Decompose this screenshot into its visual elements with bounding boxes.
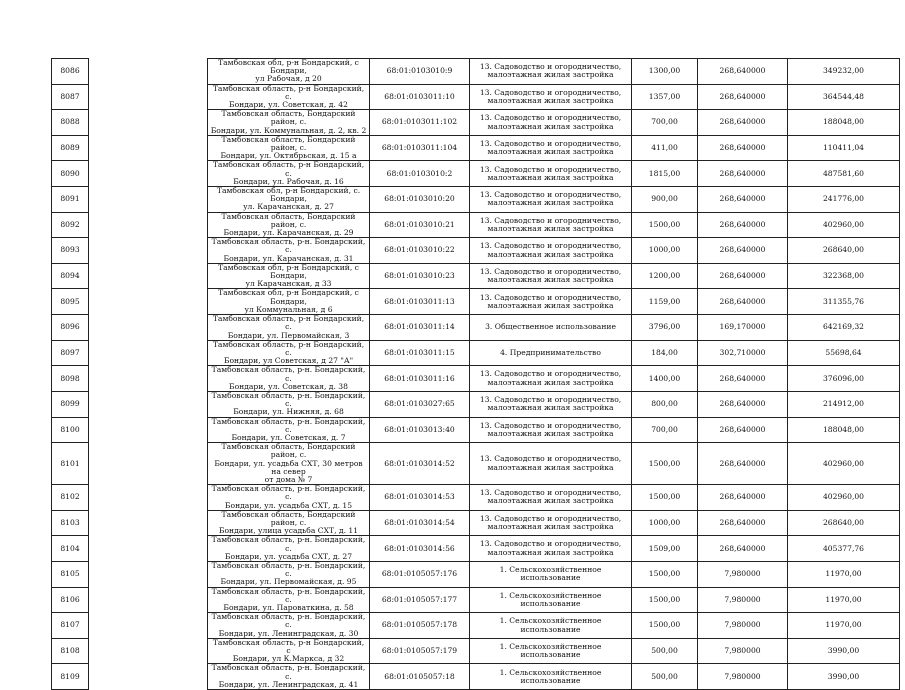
row-number: 8099 (52, 391, 89, 417)
row-number: 8089 (52, 135, 89, 161)
permitted-use-cell: 13. Садоводство и огородничество, малоэтажная жилая застройка (470, 135, 632, 161)
address-cell: Тамбовская область, р-н. Бондарский, с. Бондари, ул. Советская, д. 7 (208, 417, 370, 443)
cadastral-value-cell: 311355,76 (788, 289, 900, 315)
permitted-use-cell: 13. Садоводство и огородничество, малоэтажная жилая застройка (470, 289, 632, 315)
gap-cell (89, 664, 208, 690)
gap-cell (89, 238, 208, 264)
address-cell: Тамбовская область, р-н. Бондарский, с. Бондари, ул. Советская, д. 38 (208, 366, 370, 392)
permitted-use-cell: 13. Садоводство и огородничество, малоэтажная жилая застройка (470, 84, 632, 110)
area-cell: 1500,00 (632, 613, 698, 639)
cadastral-value-cell: 487581,60 (788, 161, 900, 187)
cadastral-value-cell: 11970,00 (788, 613, 900, 639)
cadastral-number-cell: 68:01:0105057:176 (370, 561, 470, 587)
address-cell: Тамбовская обл, р-н Бондарский, с Бондари, ул Рабочая, д 20 (208, 59, 370, 85)
cadastral-value-cell: 11970,00 (788, 561, 900, 587)
address-cell: Тамбовская область, р-н. Бондарский, с. Бондари, ул. Нижняя, д. 68 (208, 391, 370, 417)
permitted-use-cell: 13. Садоводство и огородничество, малоэтажная жилая застройка (470, 212, 632, 238)
area-cell: 411,00 (632, 135, 698, 161)
area-cell: 3796,00 (632, 315, 698, 341)
table-row (52, 315, 900, 341)
specific-value-cell: 7,980000 (698, 613, 788, 639)
cadastral-number-cell: 68:01:0103011:104 (370, 135, 470, 161)
area-cell: 1500,00 (632, 561, 698, 587)
area-cell: 1200,00 (632, 263, 698, 289)
area-cell: 1500,00 (632, 485, 698, 511)
cadastral-value-cell: 110411,04 (788, 135, 900, 161)
permitted-use-cell: 3. Общественное использование (470, 315, 632, 341)
cadastral-value-cell: 402960,00 (788, 485, 900, 511)
cadastral-number-cell: 68:01:0103011:16 (370, 366, 470, 392)
gap-cell (89, 315, 208, 341)
row-number: 8094 (52, 263, 89, 289)
table-row (52, 510, 900, 536)
area-cell: 700,00 (632, 110, 698, 136)
area-cell: 1400,00 (632, 366, 698, 392)
address-cell: Тамбовская обл, р-н Бондарский, с Бондари, ул Карачанская, д 33 (208, 263, 370, 289)
specific-value-cell: 302,710000 (698, 340, 788, 366)
cadastral-number-cell: 68:01:0105057:177 (370, 587, 470, 613)
specific-value-cell: 268,640000 (698, 366, 788, 392)
permitted-use-cell: 13. Садоводство и огородничество, малоэтажная жилая застройка (470, 238, 632, 264)
gap-cell (89, 587, 208, 613)
table-row (52, 263, 900, 289)
row-number: 8093 (52, 238, 89, 264)
cadastral-value-cell: 11970,00 (788, 587, 900, 613)
address-cell: Тамбовская область, р-н Бондарский, с Бондари, ул К.Маркса, д 32 (208, 638, 370, 664)
cadastral-number-cell: 68:01:0103014:54 (370, 510, 470, 536)
land-plots-table (51, 58, 900, 690)
cadastral-value-cell: 364544,48 (788, 84, 900, 110)
permitted-use-cell: 1. Сельскохозяйственное использование (470, 561, 632, 587)
specific-value-cell: 268,640000 (698, 59, 788, 85)
gap-cell (89, 391, 208, 417)
cadastral-number-cell: 68:01:0103010:2 (370, 161, 470, 187)
row-number: 8106 (52, 587, 89, 613)
address-cell: Тамбовская область, р-н. Бондарский, с. Бондари, ул. усадьба СХТ, д. 15 (208, 485, 370, 511)
permitted-use-cell: 13. Садоводство и огородничество, малоэтажная жилая застройка (470, 187, 632, 213)
cadastral-value-cell: 214912,00 (788, 391, 900, 417)
specific-value-cell: 268,640000 (698, 485, 788, 511)
address-cell: Тамбовская обл, р-н Бондарский, с. Бондари, ул. Карачанская, д. 27 (208, 187, 370, 213)
specific-value-cell: 268,640000 (698, 289, 788, 315)
permitted-use-cell: 1. Сельскохозяйственное использование (470, 613, 632, 639)
gap-cell (89, 366, 208, 392)
gap-cell (89, 485, 208, 511)
cadastral-number-cell: 68:01:0105057:18 (370, 664, 470, 690)
cadastral-value-cell: 188048,00 (788, 417, 900, 443)
address-cell: Тамбовская область, р-н Бондарский, с. Бондари, ул Советская, д 27 "А" (208, 340, 370, 366)
table-row (52, 340, 900, 366)
address-cell: Тамбовская область, р-н. Бондарский, с. Бондари, ул. Первомайская, д. 95 (208, 561, 370, 587)
cadastral-number-cell: 68:01:0103011:15 (370, 340, 470, 366)
permitted-use-cell: 13. Садоводство и огородничество, малоэтажная жилая застройка (470, 391, 632, 417)
row-number: 8103 (52, 510, 89, 536)
table-row (52, 443, 900, 485)
cadastral-value-cell: 402960,00 (788, 212, 900, 238)
gap-cell (89, 638, 208, 664)
specific-value-cell: 7,980000 (698, 561, 788, 587)
row-number: 8104 (52, 536, 89, 562)
gap-cell (89, 561, 208, 587)
cadastral-number-cell: 68:01:0103010:23 (370, 263, 470, 289)
specific-value-cell: 268,640000 (698, 135, 788, 161)
address-cell: Тамбовская область, Бондарский район, с. Бондари, ул. Коммунальная, д. 2, кв. 2 (208, 110, 370, 136)
permitted-use-cell: 13. Садоводство и огородничество, малоэтажная жилая застройка (470, 263, 632, 289)
address-cell: Тамбовская обл, р-н Бондарский, с Бондари, ул Коммунальная, д 6 (208, 289, 370, 315)
area-cell: 700,00 (632, 417, 698, 443)
specific-value-cell: 268,640000 (698, 84, 788, 110)
table-row (52, 638, 900, 664)
permitted-use-cell: 13. Садоводство и огородничество, малоэтажная жилая застройка (470, 443, 632, 485)
table-row (52, 664, 900, 690)
address-cell: Тамбовская область, р-н. Бондарский, с. Бондари, ул. Пароваткина, д. 58 (208, 587, 370, 613)
specific-value-cell: 268,640000 (698, 391, 788, 417)
table-row (52, 366, 900, 392)
permitted-use-cell: 13. Садоводство и огородничество, малоэтажная жилая застройка (470, 417, 632, 443)
table-row (52, 485, 900, 511)
area-cell: 1500,00 (632, 212, 698, 238)
specific-value-cell: 268,640000 (698, 510, 788, 536)
cadastral-number-cell: 68:01:0103014:56 (370, 536, 470, 562)
table-row (52, 613, 900, 639)
gap-cell (89, 212, 208, 238)
row-number: 8095 (52, 289, 89, 315)
specific-value-cell: 268,640000 (698, 187, 788, 213)
specific-value-cell: 268,640000 (698, 161, 788, 187)
row-number: 8108 (52, 638, 89, 664)
row-number: 8096 (52, 315, 89, 341)
cadastral-value-cell: 268640,00 (788, 510, 900, 536)
table-row (52, 587, 900, 613)
address-cell: Тамбовская область, р-н. Бондарский, с. Бондари, ул. усадьба СХТ, д. 27 (208, 536, 370, 562)
area-cell: 500,00 (632, 638, 698, 664)
permitted-use-cell: 13. Садоводство и огородничество, малоэтажная жилая застройка (470, 59, 632, 85)
gap-cell (89, 417, 208, 443)
address-cell: Тамбовская область, Бондарский район, с. Бондари, ул. усадьба СХТ, 30 метров на север от дома № 7 (208, 443, 370, 485)
table-row (52, 391, 900, 417)
table-row (52, 84, 900, 110)
table-row (52, 536, 900, 562)
cadastral-number-cell: 68:01:0103010:22 (370, 238, 470, 264)
permitted-use-cell: 4. Предпринимательство (470, 340, 632, 366)
cadastral-value-cell: 268640,00 (788, 238, 900, 264)
cadastral-number-cell: 68:01:0103011:10 (370, 84, 470, 110)
table-row (52, 59, 900, 85)
row-number: 8087 (52, 84, 89, 110)
gap-cell (89, 536, 208, 562)
row-number: 8092 (52, 212, 89, 238)
row-number: 8100 (52, 417, 89, 443)
cadastral-number-cell: 68:01:0105057:178 (370, 613, 470, 639)
address-cell: Тамбовская область, Бондарский район, с. Бондари, ул. Октябрьская, д. 15 а (208, 135, 370, 161)
gap-cell (89, 289, 208, 315)
table-row (52, 289, 900, 315)
gap-cell (89, 510, 208, 536)
table-row (52, 561, 900, 587)
cadastral-value-cell: 3990,00 (788, 664, 900, 690)
table-row (52, 161, 900, 187)
permitted-use-cell: 13. Садоводство и огородничество, малоэтажная жилая застройка (470, 161, 632, 187)
gap-cell (89, 84, 208, 110)
address-cell: Тамбовская область, р-н. Бондарский, с. Бондари, ул. Карачанская, д. 31 (208, 238, 370, 264)
cadastral-number-cell: 68:01:0103011:13 (370, 289, 470, 315)
row-number: 8088 (52, 110, 89, 136)
cadastral-number-cell: 68:01:0103011:102 (370, 110, 470, 136)
address-cell: Тамбовская область, Бондарский район, с. Бондари, улица усадьба СХТ, д. 11 (208, 510, 370, 536)
area-cell: 900,00 (632, 187, 698, 213)
row-number: 8102 (52, 485, 89, 511)
table-row (52, 187, 900, 213)
cadastral-value-cell: 376096,00 (788, 366, 900, 392)
permitted-use-cell: 1. Сельскохозяйственное использование (470, 587, 632, 613)
cadastral-number-cell: 68:01:0103010:20 (370, 187, 470, 213)
address-cell: Тамбовская область, р-н Бондарский, с. Бондари, ул. Первомайская, 3 (208, 315, 370, 341)
area-cell: 500,00 (632, 664, 698, 690)
table-row (52, 238, 900, 264)
cadastral-value-cell: 322368,00 (788, 263, 900, 289)
row-number: 8086 (52, 59, 89, 85)
permitted-use-cell: 13. Садоводство и огородничество, малоэтажная жилая застройка (470, 510, 632, 536)
specific-value-cell: 7,980000 (698, 638, 788, 664)
permitted-use-cell: 13. Садоводство и огородничество, малоэтажная жилая застройка (470, 536, 632, 562)
area-cell: 184,00 (632, 340, 698, 366)
cadastral-number-cell: 68:01:0105057:179 (370, 638, 470, 664)
area-cell: 1357,00 (632, 84, 698, 110)
area-cell: 1000,00 (632, 510, 698, 536)
address-cell: Тамбовская область, р-н. Бондарский, с. Бондари, ул. Ленинградская, д. 30 (208, 613, 370, 639)
gap-cell (89, 110, 208, 136)
gap-cell (89, 443, 208, 485)
gap-cell (89, 613, 208, 639)
cadastral-number-cell: 68:01:0103011:14 (370, 315, 470, 341)
cadastral-value-cell: 188048,00 (788, 110, 900, 136)
permitted-use-cell: 13. Садоводство и огородничество, малоэтажная жилая застройка (470, 366, 632, 392)
specific-value-cell: 268,640000 (698, 110, 788, 136)
area-cell: 1500,00 (632, 587, 698, 613)
area-cell: 1159,00 (632, 289, 698, 315)
area-cell: 1815,00 (632, 161, 698, 187)
table-row (52, 110, 900, 136)
row-number: 8090 (52, 161, 89, 187)
area-cell: 1300,00 (632, 59, 698, 85)
row-number: 8091 (52, 187, 89, 213)
row-number: 8101 (52, 443, 89, 485)
gap-cell (89, 187, 208, 213)
permitted-use-cell: 13. Садоводство и огородничество, малоэтажная жилая застройка (470, 485, 632, 511)
area-cell: 1500,00 (632, 443, 698, 485)
specific-value-cell: 268,640000 (698, 536, 788, 562)
row-number: 8105 (52, 561, 89, 587)
address-cell: Тамбовская область, р-н Бондарский, с. Бондари, ул. Советская, д. 42 (208, 84, 370, 110)
cadastral-value-cell: 642169,32 (788, 315, 900, 341)
specific-value-cell: 7,980000 (698, 587, 788, 613)
cadastral-value-cell: 241776,00 (788, 187, 900, 213)
specific-value-cell: 268,640000 (698, 263, 788, 289)
specific-value-cell: 268,640000 (698, 238, 788, 264)
gap-cell (89, 263, 208, 289)
row-number: 8097 (52, 340, 89, 366)
cadastral-number-cell: 68:01:0103014:52 (370, 443, 470, 485)
gap-cell (89, 59, 208, 85)
table-row (52, 135, 900, 161)
row-number: 8098 (52, 366, 89, 392)
cadastral-value-cell: 405377,76 (788, 536, 900, 562)
cadastral-number-cell: 68:01:0103010:21 (370, 212, 470, 238)
address-cell: Тамбовская область, Бондарский район, с. Бондари, ул. Карачанская, д. 29 (208, 212, 370, 238)
specific-value-cell: 268,640000 (698, 212, 788, 238)
area-cell: 1000,00 (632, 238, 698, 264)
gap-cell (89, 135, 208, 161)
cadastral-number-cell: 68:01:0103027:65 (370, 391, 470, 417)
specific-value-cell: 268,640000 (698, 417, 788, 443)
specific-value-cell: 169,170000 (698, 315, 788, 341)
cadastral-value-cell: 349232,00 (788, 59, 900, 85)
cadastral-number-cell: 68:01:0103010:9 (370, 59, 470, 85)
permitted-use-cell: 13. Садоводство и огородничество, малоэтажная жилая застройка (470, 110, 632, 136)
area-cell: 800,00 (632, 391, 698, 417)
cadastral-value-cell: 55698,64 (788, 340, 900, 366)
cadastral-number-cell: 68:01:0103013:40 (370, 417, 470, 443)
cadastral-value-cell: 402960,00 (788, 443, 900, 485)
address-cell: Тамбовская область, р-н Бондарский, с. Бондари, ул. Рабочая, д. 16 (208, 161, 370, 187)
gap-cell (89, 340, 208, 366)
permitted-use-cell: 1. Сельскохозяйственное использование (470, 638, 632, 664)
specific-value-cell: 7,980000 (698, 664, 788, 690)
address-cell: Тамбовская область, р-н. Бондарский, с. Бондари, ул. Ленинградская, д. 41 (208, 664, 370, 690)
cadastral-value-cell: 3990,00 (788, 638, 900, 664)
specific-value-cell: 268,640000 (698, 443, 788, 485)
cadastral-number-cell: 68:01:0103014:53 (370, 485, 470, 511)
table-row (52, 417, 900, 443)
row-number: 8109 (52, 664, 89, 690)
gap-cell (89, 161, 208, 187)
area-cell: 1509,00 (632, 536, 698, 562)
permitted-use-cell: 1. Сельскохозяйственное использование (470, 664, 632, 690)
row-number: 8107 (52, 613, 89, 639)
table-row (52, 212, 900, 238)
